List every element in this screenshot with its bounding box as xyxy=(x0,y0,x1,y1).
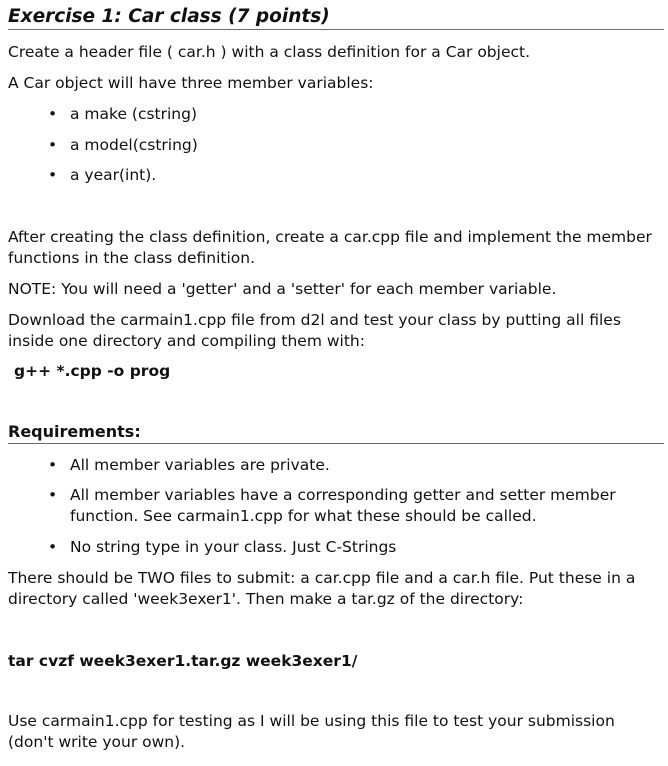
bullet-icon: • xyxy=(48,136,58,154)
member-text: a year(int). xyxy=(70,166,157,184)
requirement-text: All member variables have a corresponding getter and setter member function. See carmain1.cpp for what these should be called. xyxy=(70,486,616,525)
intro-paragraph-2: A Car object will have three member variables: xyxy=(8,74,374,92)
download-paragraph: Download the carmain1.cpp file from d2l and test your class by putting all files inside one directory and compiling them with: xyxy=(8,311,621,350)
bullet-icon: • xyxy=(48,166,58,184)
implementation-paragraph: After creating the class definition, create a car.cpp file and implement the member functions in the class definition. xyxy=(8,228,652,267)
bullet-icon: • xyxy=(48,105,58,123)
note-paragraph: NOTE: You will need a 'getter' and a 'setter' for each member variable. xyxy=(8,280,557,298)
closing-paragraph: Use carmain1.cpp for testing as I will be using this file to test your submission (don't write your own). xyxy=(8,712,615,751)
requirements-heading: Requirements: xyxy=(8,422,664,444)
compile-command: g++ *.cpp -o prog xyxy=(14,362,171,380)
intro-paragraph-1: Create a header file ( car.h ) with a class definition for a Car object. xyxy=(8,43,531,61)
member-text: a model(cstring) xyxy=(70,136,198,154)
requirement-text: No string type in your class. Just C-Strings xyxy=(70,538,397,556)
requirement-text: All member variables are private. xyxy=(70,456,330,474)
submission-paragraph: There should be TWO files to submit: a car.cpp file and a car.h file. Put these in a directory called 'week3exer1'. Then make a tar.gz of the directory: xyxy=(8,569,636,608)
bullet-icon: • xyxy=(48,486,58,504)
bullet-icon: • xyxy=(48,456,58,474)
exercise-title: Exercise 1: Car class (7 points) xyxy=(8,6,664,30)
bullet-icon: • xyxy=(48,538,58,556)
member-text: a make (cstring) xyxy=(70,105,198,123)
tar-command: tar cvzf week3exer1.tar.gz week3exer1/ xyxy=(8,652,358,670)
